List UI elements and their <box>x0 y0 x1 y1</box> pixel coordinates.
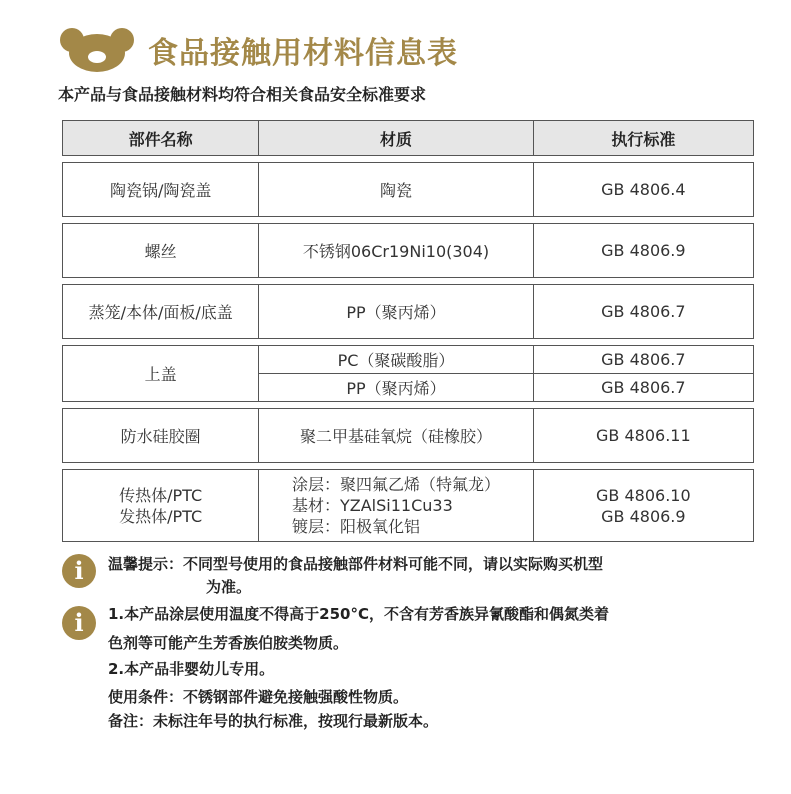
cell-standard: GB 4806.7 <box>533 285 753 339</box>
header-part-name: 部件名称 <box>63 121 259 156</box>
header <box>58 24 758 76</box>
tip-line-1: 温馨提示：不同型号使用的食品接触部件材料可能不同，请以实际购买机型 <box>108 555 604 573</box>
cell-standard: GB 4806.7 <box>533 374 753 402</box>
material-line: 涂层：聚四氟乙烯（特氟龙） <box>292 475 501 494</box>
page-title: 食品接触用材料信息表 <box>148 36 458 71</box>
cell-part <box>63 470 259 542</box>
table-row <box>63 409 754 463</box>
info-icon: i <box>62 554 96 588</box>
bear-head-icon <box>58 26 136 72</box>
cell-part: 蒸笼/本体/面板/底盖 <box>63 285 259 339</box>
header-material: 材质 <box>259 121 533 156</box>
cell-standard: GB 4806.7 <box>533 346 753 374</box>
material-line: 镀层：阳极氧化铝 <box>292 517 421 536</box>
table-row <box>63 346 754 374</box>
table-row <box>63 163 754 217</box>
note1-line-1: 1.本产品涂层使用温度不得高于250°C，不含有芳香族异氰酸酯和偶氮类着 <box>108 605 609 623</box>
part-line: 发热体/PTC <box>119 506 203 526</box>
note2: 2.本产品非婴幼儿专用。 <box>108 660 275 678</box>
cell-material: 陶瓷 <box>259 163 533 217</box>
part-line: 传热体/PTC <box>119 485 203 505</box>
row-spacer <box>63 339 754 346</box>
materials-table <box>62 120 754 542</box>
cell-material: 聚二甲基硅氧烷（硅橡胶） <box>259 409 533 463</box>
standard-line: GB 4806.10 <box>596 485 691 505</box>
table-row <box>63 285 754 339</box>
note1-line-2: 色剂等可能产生芳香族伯胺类物质。 <box>108 634 349 652</box>
standard-line: GB 4806.9 <box>601 506 686 526</box>
cell-part: 防水硅胶圈 <box>63 409 259 463</box>
cell-part: 陶瓷锅/陶瓷盖 <box>63 163 259 217</box>
row-spacer <box>63 463 754 470</box>
cell-material <box>259 470 533 542</box>
row-spacer <box>63 402 754 409</box>
row-spacer <box>63 217 754 224</box>
cell-standard: GB 4806.9 <box>533 224 753 278</box>
cell-standard: GB 4806.11 <box>533 409 753 463</box>
cell-material: PP（聚丙烯） <box>259 285 533 339</box>
row-spacer <box>63 278 754 285</box>
cell-material: PC（聚碳酸脂） <box>259 346 533 374</box>
info-icon: i <box>62 606 96 640</box>
remark: 备注：未标注年号的执行标准，按现行最新版本。 <box>108 712 439 730</box>
tip-line-2: 为准。 <box>206 578 252 596</box>
cell-part: 上盖 <box>63 346 259 402</box>
row-spacer <box>63 156 754 163</box>
usage-condition: 使用条件：不锈钢部件避免接触强酸性物质。 <box>108 688 409 706</box>
cell-part: 螺丝 <box>63 224 259 278</box>
cell-standard <box>533 470 753 542</box>
material-line: 基材：YZAlSi11Cu33 <box>292 496 453 515</box>
cell-standard: GB 4806.4 <box>533 163 753 217</box>
cell-material: 不锈钢06Cr19Ni10(304) <box>259 224 533 278</box>
subtitle: 本产品与食品接触材料均符合相关食品安全标准要求 <box>58 85 427 104</box>
table-header-row <box>63 121 754 156</box>
table-row <box>63 470 754 542</box>
cell-material: PP（聚丙烯） <box>259 374 533 402</box>
header-standard: 执行标准 <box>533 121 753 156</box>
material-list <box>292 474 500 537</box>
table-row <box>63 224 754 278</box>
